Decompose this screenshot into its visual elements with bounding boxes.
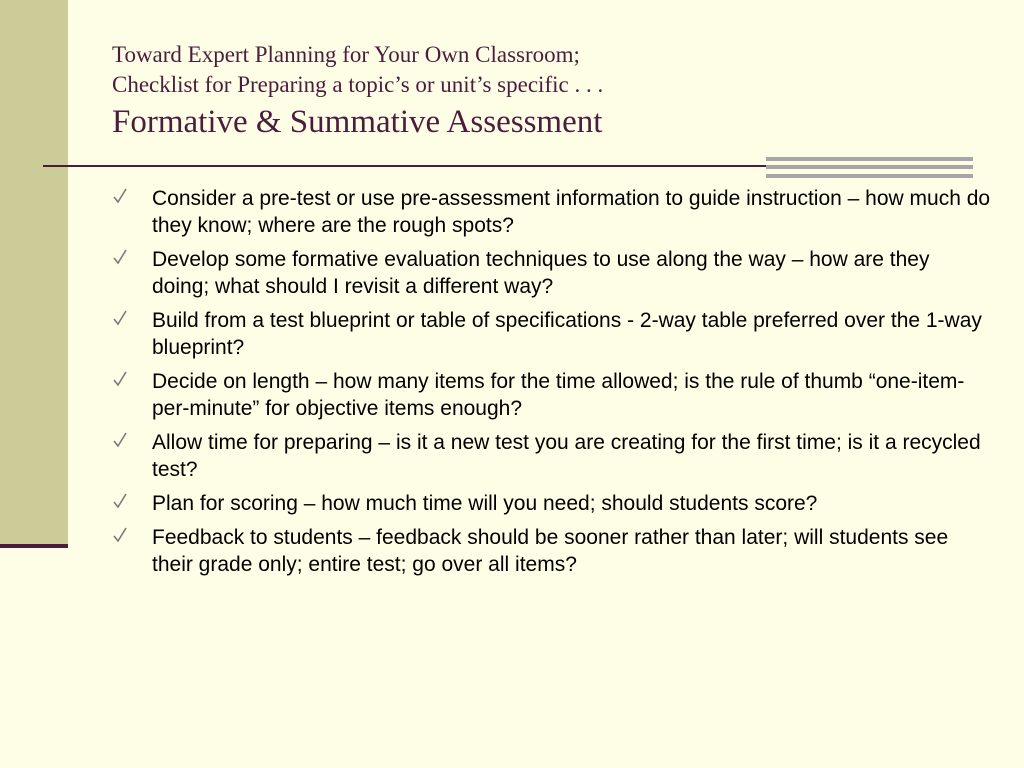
list-item-text: Develop some formative evaluation techniques to use along the way – how are they doing; what should I revisit a different way? — [152, 248, 930, 298]
list-item-text: Allow time for preparing – is it a new test you are creating for the first time; is it a recycled test? — [152, 431, 981, 481]
list-item — [112, 246, 992, 300]
slide-title: Formative & Summative Assessment — [112, 104, 603, 140]
checklist — [112, 185, 992, 585]
list-item — [112, 185, 992, 239]
checkmark-icon — [112, 491, 128, 511]
checkmark-icon — [112, 430, 128, 450]
title-divider — [43, 165, 771, 167]
decorative-stripe — [766, 165, 973, 169]
side-band-underline — [0, 544, 68, 548]
checkmark-icon — [112, 308, 128, 328]
title-block — [112, 40, 992, 142]
checkmark-icon — [112, 525, 128, 545]
list-item-text: Consider a pre-test or use pre-assessment information to guide instruction – how much do they know; where are the rough spots? — [152, 187, 991, 237]
list-item — [112, 368, 992, 422]
list-item — [112, 307, 992, 361]
checkmark-icon — [112, 369, 128, 389]
list-item-text: Feedback to students – feedback should be sooner rather than later; will students see their grade only; entire test; go over all items? — [152, 526, 949, 576]
decorative-stripe — [766, 157, 973, 161]
list-item-text: Build from a test blueprint or table of specifications - 2-way table preferred over the 1-way blueprint? — [152, 309, 982, 359]
checkmark-icon — [112, 247, 128, 267]
checkmark-icon — [112, 186, 128, 206]
list-item — [112, 490, 992, 517]
list-item-text: Decide on length – how many items for the time allowed; is the rule of thumb “one-item-per-minute” for objective items enough? — [152, 370, 965, 420]
decorative-stripe — [766, 174, 973, 178]
title-line-2: Checklist for Preparing a topic’s or unit’s specific . . . — [112, 72, 604, 97]
list-item — [112, 429, 992, 483]
title-line-1: Toward Expert Planning for Your Own Classroom; — [112, 42, 580, 67]
list-item-text: Plan for scoring – how much time will you need; should students score? — [152, 492, 818, 515]
side-band — [0, 0, 68, 545]
list-item — [112, 524, 992, 578]
